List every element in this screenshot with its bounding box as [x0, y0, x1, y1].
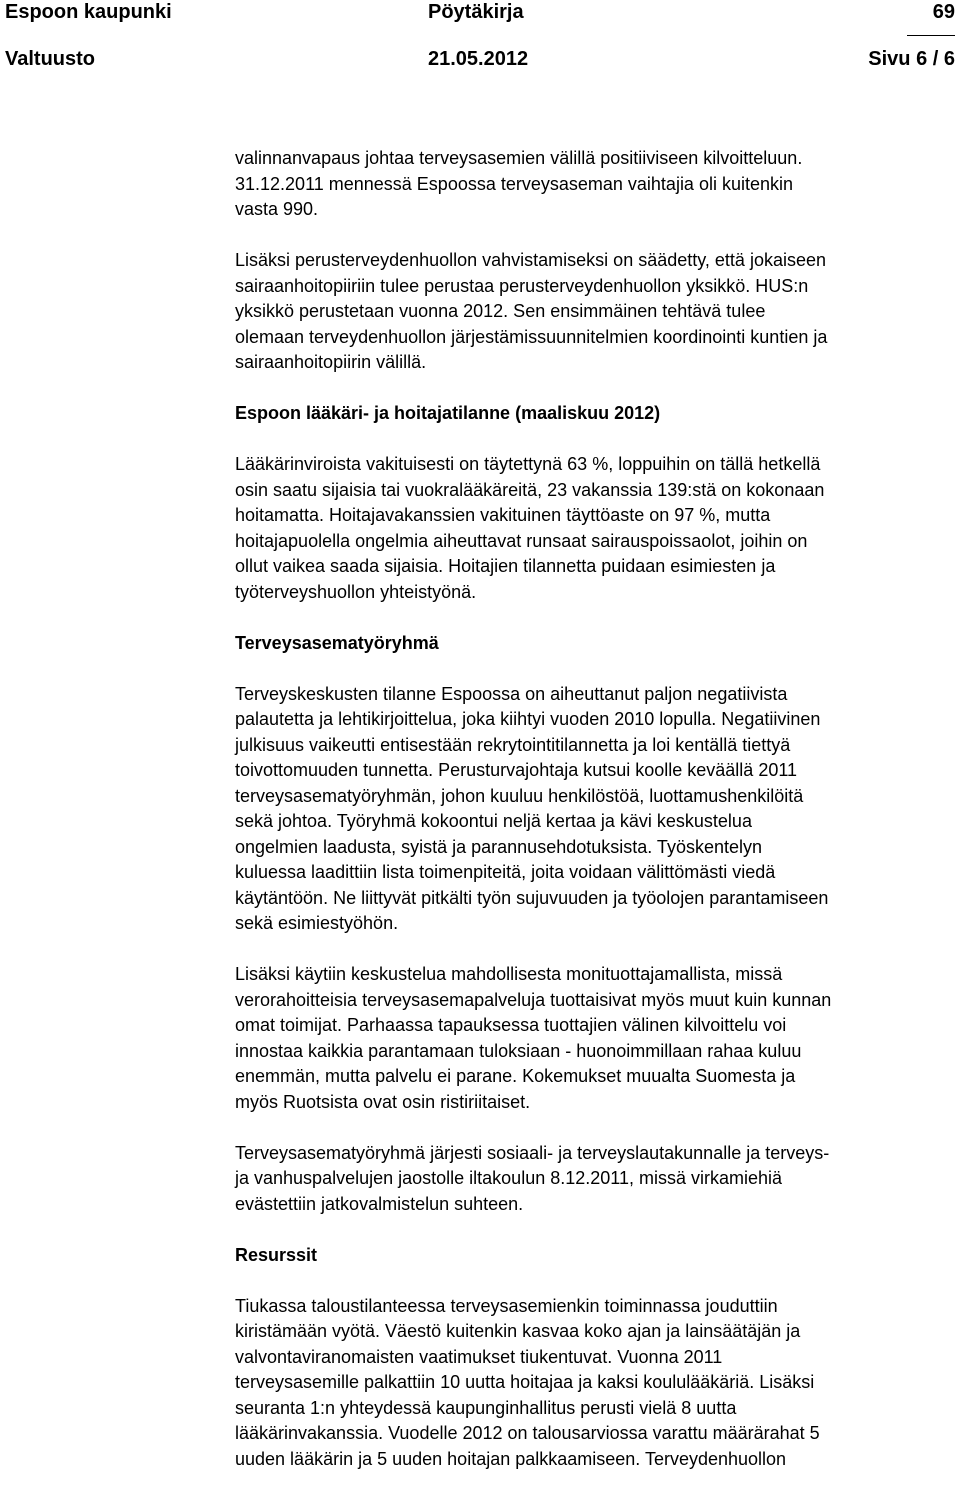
text-line: palautetta ja lehtikirjoittelua, joka kiihtyi vuoden 2010 lopulla. Negatiivinen	[235, 709, 821, 729]
text-line: Tiukassa taloustilanteessa terveysasemienkin toiminnassa jouduttiin	[235, 1295, 778, 1316]
text-line: ongelmien laadusta, syistä ja parannusehdotuksista. Työskentelyn	[235, 836, 762, 857]
paragraph	[235, 146, 960, 223]
text-line: yksikkö perustetaan vuonna 2012. Sen ensimmäinen tehtävä tulee	[235, 301, 766, 321]
text-line: 31.12.2011 mennessä Espoossa terveysaseman vaihtajia oli kuitenkin	[235, 173, 793, 194]
text-line: evästettiin jatkovalmistelun suhteen.	[235, 1193, 524, 1214]
paragraph	[235, 962, 960, 1115]
text-line: terveysasematyöryhmän, johon kuuluu henkilöstöä, luottamushenkilöitä	[235, 785, 804, 806]
text-line: hoitamatta. Hoitajavakanssien vakituinen täyttöaste on 97 %, mutta	[235, 505, 771, 525]
section-number: 69	[932, 1, 955, 23]
text-line: sekä esimiestyöhön.	[235, 913, 399, 933]
text-line: kuluessa laadittiin lista toimenpiteitä, joita voidaan välittömästi viedä	[235, 862, 776, 882]
paragraph	[235, 452, 960, 605]
text-line: ja vanhuspalvelujen jaostolle iltakoulun 8.12.2011, missä virkamiehiä	[235, 1168, 782, 1188]
paragraph	[235, 248, 960, 376]
text-line: sekä johtoa. Työryhmä kokoontui neljä kertaa ja kävi keskustelua	[235, 811, 752, 831]
page-number: Sivu 6 / 6	[868, 48, 955, 70]
text-line: valinnanvapaus johtaa terveysasemien välillä positiiviseen kilvoitteluun.	[235, 148, 803, 168]
text-line: myös Ruotsista ovat osin ristiriitaiset.	[235, 1091, 531, 1112]
text-line: sairaanhoitopiiriin tulee perustaa perusterveydenhuollon yksikkö. HUS:n	[235, 275, 809, 296]
document-body	[235, 146, 960, 1498]
section-heading-doctor-nurse-situation: Espoon lääkäri- ja hoitajatilanne (maaliskuu 2012)	[235, 403, 661, 423]
text-line: toivottomuuden tunnetta. Perusturvajohtaja kutsui koolle keväällä 2011	[235, 760, 798, 780]
text-line: työterveyshuollon yhteistyönä.	[235, 581, 477, 602]
section-heading-resources: Resurssit	[235, 1244, 318, 1265]
text-line: Lisäksi käytiin keskustelua mahdollisesta monituottajamallista, missä	[235, 964, 783, 984]
text-line: Lisäksi perusterveydenhuollon vahvistamiseksi on säädetty, että jokaiseen	[235, 250, 826, 270]
organization-name: Espoon kaupunki	[5, 1, 172, 23]
text-line: käytäntöön. Ne liittyvät pitkälti työn sujuvuuden ja työolojen parantamiseen	[235, 887, 829, 908]
text-line: Terveysasematyöryhmä järjesti sosiaali- ja terveyslautakunnalle ja terveys-	[235, 1142, 830, 1163]
text-line: omat toimijat. Parhaassa tapauksessa tuottajien välinen kilvoittelu voi	[235, 1015, 787, 1035]
text-line: sairaanhoitopiirin välillä.	[235, 352, 427, 372]
text-line: vasta 990.	[235, 199, 319, 219]
text-line: olemaan terveydenhuollon järjestämissuunnitelmien koordinointi kuntien ja	[235, 326, 828, 347]
text-line: Lääkärinviroista vakituisesti on täytettynä 63 %, loppuihin on tällä hetkellä	[235, 454, 821, 474]
text-line: Terveyskeskusten tilanne Espoossa on aiheuttanut paljon negatiivista	[235, 683, 788, 704]
text-line: seuranta 1:n yhteydessä kaupunginhallitus perusti vielä 8 uutta	[235, 1397, 737, 1418]
text-line: ollut vaikea saada sijaisia. Hoitajien tilannetta puidaan esimiesten ja	[235, 556, 776, 576]
text-line: osin saatu sijaisia tai vuokralääkäreitä, 23 vakanssia 139:stä on kokonaan	[235, 479, 825, 500]
text-line: uuden lääkärin ja 5 uuden hoitajan palkkaamiseen. Terveydenhuollon	[235, 1448, 787, 1469]
meeting-date: 21.05.2012	[428, 48, 529, 70]
section-heading-working-group: Terveysasematyöryhmä	[235, 632, 439, 653]
text-line: terveysasemille palkattiin 10 uutta hoitajaa ja kaksi koululääkäriä. Lisäksi	[235, 1372, 815, 1392]
page-header-bottom	[0, 44, 960, 74]
text-line: innostaa kaikkia parantamaan tuloksiaan - huonoimmillaan rahaa kuluu	[235, 1040, 802, 1061]
text-line: valvontaviranomaisten vaatimukset tiukentuvat. Vuonna 2011	[235, 1346, 723, 1367]
body-name: Valtuusto	[5, 48, 96, 70]
paragraph	[235, 682, 960, 937]
paragraph	[235, 1294, 960, 1473]
page-header-top	[0, 0, 960, 27]
text-line: verorahoitteisia terveysasemapalveluja tuottaisivat myös muut kuin kunnan	[235, 989, 832, 1010]
text-line: kiristämään vyötä. Väestö kuitenkin kasvaa koko ajan ja lainsäätäjän ja	[235, 1321, 801, 1341]
section-number-underline	[907, 35, 955, 36]
text-line: enemmän, mutta palvelu ei parane. Kokemukset muualta Suomesta ja	[235, 1066, 796, 1086]
document-type: Pöytäkirja	[428, 1, 524, 23]
paragraph	[235, 1141, 960, 1218]
text-line: hoitajapuolella ongelmia aiheuttavat runsaat sairauspoissaolot, joihin on	[235, 530, 808, 551]
text-line: lääkärinvakanssia. Vuodelle 2012 on talousarviossa varattu määrärahat 5	[235, 1423, 820, 1443]
text-line: julkisuus vaikeutti entisestään rekrytointitilannetta ja loi kentällä tiettyä	[235, 734, 791, 755]
